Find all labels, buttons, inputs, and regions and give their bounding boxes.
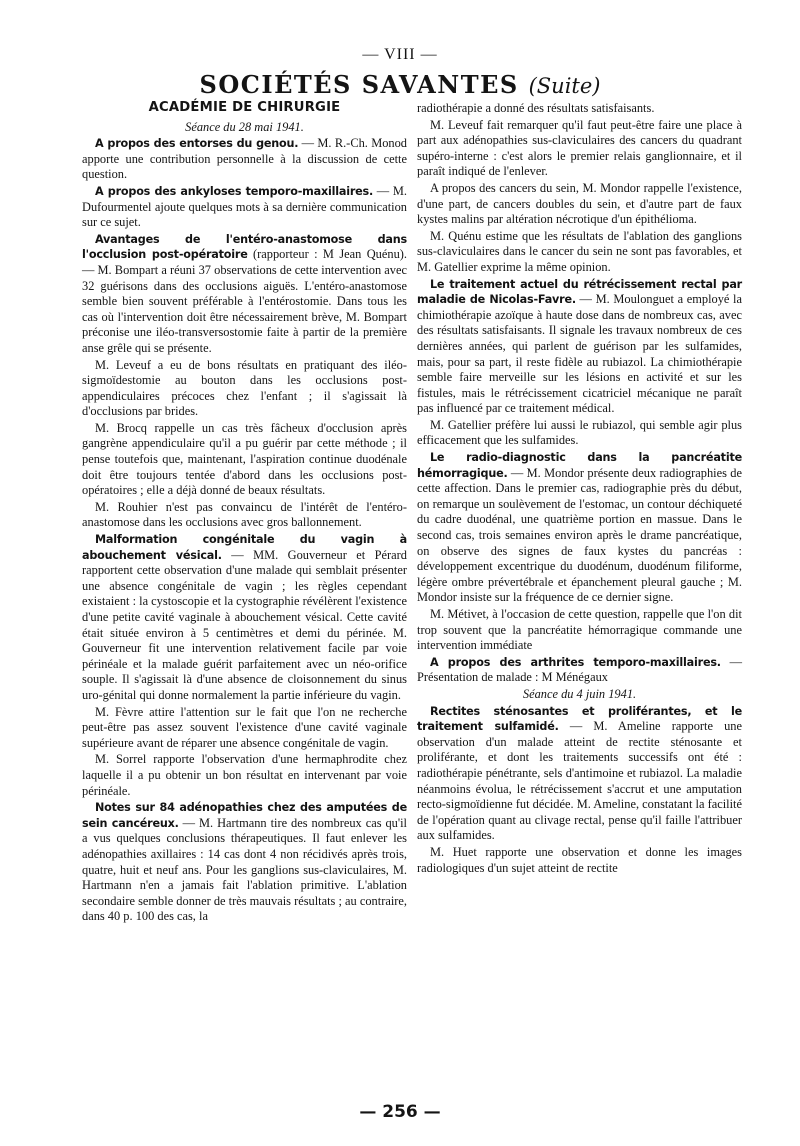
article-text: — M. Ameline rapporte une observation d'un malade atteint de rectite sténosante et proliférante, et dont les traitements successifs ont été : radiothérapie pénétrante, sels d'antimoine et rubiazol. La maladie néanmoins évolua, le rétrécissement s'accrut et une amputation recto-sigmoïdienne fut décidée. M. Ameline, constatant la facilité de l'opération quant au clivage rectal, pense qu'il faille l'attribuer aux sulfamides. [417,719,742,843]
article-adenopathies [82,800,407,925]
article-text: — M. Dufourmentel ajoute quelques mots à sa dernière communication sur ce sujet. [82,183,407,230]
article-rectites [417,704,742,844]
article-pancreatite [417,450,742,606]
page-title [0,70,800,99]
left-column [82,97,407,926]
article-retrecissement-rectal [417,277,742,417]
title-suite: (Suite) [528,74,601,98]
article-heading: Le traitement actuel du rétrécissement rectal par maladie de Nicolas-Favre. [417,277,742,307]
right-column [417,101,742,877]
article-text: — MM. Gouverneur et Pérard rapportent cette observation d'une malade qui semblait présenter une absence congénitale de vagin ; les règles cependant existaient : la cystoscopie et la cystographie révélèrent l'existence d'une petite cavité vaginale à abouchement vésical. Cette cavité était située environ à 5 centimètres et demi du périnée. M. Gouverneur fit une intervention relativement facile par voie périnéale et la malade guérit parfaitement avec un néo-orifice souple. Il s'agissait là d'une absence de cloisonnement du sinus uro-génital qui donne normalement la partie inférieure du vagin. [82,547,408,702]
article-text: — M. Hartmann tire des nombreux cas qu'il a vus quelques conclusions thérapeutiques. Il faut enlever les adénopathies axillaires : 14 cas dont 4 non récidivés après trois, quatre, huit et neuf ans. Pour les ganglions sus-claviculaires, M. Hartmann n'en a jamais fait l'ablation primitive. L'ablation secondaire semble donner de très mauvais résultats ; au contraire, dans 40 p. 100 des cas, la [82,815,407,924]
article-heading: A propos des arthrites temporo-maxillaires. [430,655,721,669]
article-heading: Rectites sténosantes et proliférantes, et le traitement sulfamidé. [417,704,742,734]
article-heading: A propos des entorses du genou. [95,137,299,151]
article-arthrites [417,655,742,686]
paragraph-brocq: M. Brocq rappelle un cas très fâcheux d'occlusion après gangrène appendiculaire qu'il a pu guérir par cette méthode ; il pense toutefois que, maintenant, l'aspiration continue duodénale doit être toujours tentée d'abord dans les occlusions post-opératoires ; elle a déjà donné de beaux résultats. [82,420,407,498]
paragraph-leveuf: M. Leveuf a eu de bons résultats en pratiquant des iléo-sigmoïdestomie au bouton dans les occlusions post-appendiculaires précoces chez l'enfant ; il s'agissait là d'occlusions par brides. [82,357,407,419]
article-entorses [82,136,407,183]
page-roman-numeral: — VIII — [362,46,438,63]
article-ankyloses [82,184,407,231]
paragraph-sorrel: M. Sorrel rapporte l'observation d'une hermaphrodite chez laquelle il a pu obtenir un bon résultat en intervenant par voie périnéale. [82,752,407,798]
article-text: — M. Mondor présente deux radiographies de cette affection. Dans le premier cas, radiographie près du début, on remarque un soulèvement de l'estomac, un contour déchiqueté du cadre duodénal, une quatrième portion en massue. Dans le second cas, trois semaines environ après le drame pancréatique, on observe des signes de faux kystes du pancréas : développement excentrique du duodénum, duodénum filiforme, légère ombre prévertébrale et épanchement pleural gauche ; M. Mondor insiste sur la fréquence de ce dernier signe. [417,465,742,605]
article-heading: Avantages de l'entéro-anastomose dans l'occlusion post-opératoire [82,232,407,262]
article-text: — M. R.-Ch. Monod apporte une contribution personnelle à la discussion de cette question. [82,136,407,182]
paragraph-fevre: M. Fèvre attire l'attention sur le fait que l'on ne recherche peut-être pas assez souvent l'existence d'une cavité vaginale supérieure avant de réparer une absence congénitale de vagin. [82,704,407,750]
paragraph-leveuf-2: M. Leveuf fait remarquer qu'il faut peut-être faire une place à part aux adénopathies sus-claviculaires des cancers du quadrant supéro-interne : c'est alors le premier relais ganglionnaire, et il paraît indiqué de l'enlever. [417,117,742,179]
article-heading: Le radio-diagnostic dans la pancréatite hémorragique. [417,451,742,480]
paragraph-gatellier: M. Gatellier préfère lui aussi le rubiazol, qui semble agir plus efficacement que les sulfamides. [417,417,742,448]
article-malformation-vagin [82,532,407,704]
paragraph-quenu: M. Quénu estime que les résultats de l'ablation des ganglions sus-claviculaires dans le cancer du sein ne sont pas favorables, et M. Gatellier exprime la même opinion. [417,228,742,274]
seance-date-2: Séance du 4 juin 1941. [522,686,637,701]
paragraph-huet: M. Huet rapporte une observation et donne les images radiologiques d'un sujet atteint de rectite [417,844,742,875]
article-text: — M. Moulonguet a employé la chimiothérapie azoïque à haute dose dans de nombreux cas, avec des résultats satisfaisants. Il signale les travaux nombreux de ces dernières années, qui parlent de guérison par les sulfamides, mais, pour sa part, il reste fidèle au rubiazol. La chimiothérapie semble faire merveille sur les lésions en activité et sur les fistules, mais le rétrécissement cicatriciel mécanique ne paraît pas influencé par ce traitement médical. [417,292,742,416]
page-number: — 256 — [359,1102,441,1122]
seance-date-1: Séance du 28 mai 1941. [185,119,304,134]
section-title: ACADÉMIE DE CHIRURGIE [148,100,341,115]
paragraph-mondor: A propos des cancers du sein, M. Mondor rappelle l'existence, d'une part, de cancers doubles du sein, et d'autre part de faux kystes malins par altération nécrotique d'un épithélioma. [417,180,742,227]
article-text: (rapporteur : M Jean Quénu). — M. Bompart a réuni 37 observations de cette intervention avec 32 guérisons dans des occlusions aiguës. L'entéro-anastomose semble bien souvent préférable à l'entérostomie. Dans tous les cas où l'intervention doit être nécessairement brève, M. Bompart préconise une iléo-transversostomie faite à partir de la première anse grêle qui se présente. [82,247,407,355]
article-heading: A propos des ankyloses temporo-maxillaires. [95,184,374,198]
article-entero-anastomose [82,232,407,357]
paragraph-metivet: M. Métivet, à l'occasion de cette question, rappelle que l'on dit trop souvent que la pancréatite hémorragique commande une intervention immédiate [417,607,742,653]
paragraph-continuation: radiothérapie a donné des résultats satisfaisants. [417,101,655,115]
paragraph-rouhier: M. Rouhier n'est pas convaincu de l'intérêt de l'entéro-anastomose dans les occlusions avec gros ballonnement. [82,499,407,530]
title-text: SOCIÉTÉS SAVANTES [199,70,519,99]
article-text: — Présentation de malade : M Ménégaux [417,654,742,685]
article-heading: Notes sur 84 adénopathies chez des amputées de sein cancéreux. [82,801,407,830]
article-heading: Malformation congénitale du vagin à abouchement vésical. [82,533,407,562]
